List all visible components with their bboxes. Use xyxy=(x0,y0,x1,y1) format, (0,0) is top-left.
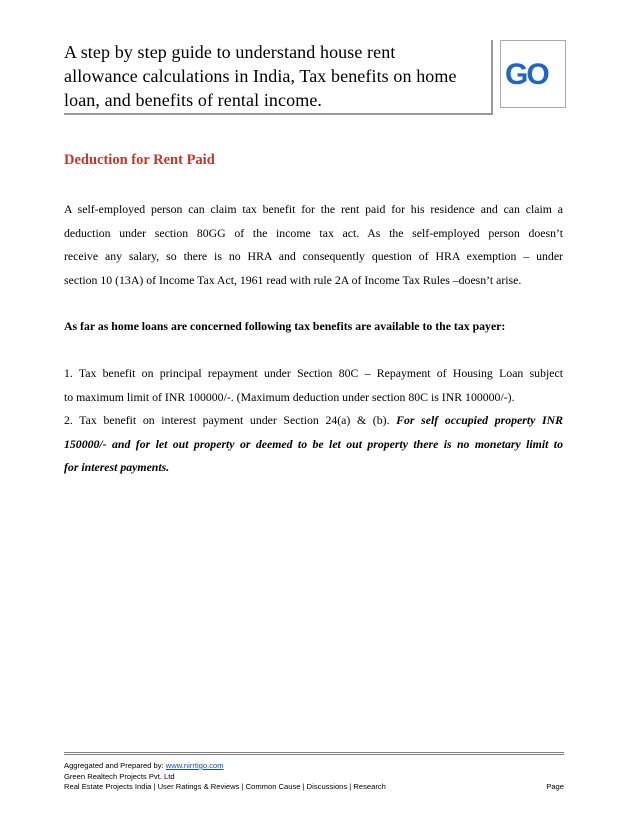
footer-tagline: Real Estate Projects India | User Ratings & Reviews | Common Cause | Discussions | Research xyxy=(64,782,386,792)
emphasis-text: For self occupied property INR xyxy=(396,413,563,428)
title-line: A step by step guide to understand house rent xyxy=(64,42,396,62)
para-line: A self-employed person can claim tax benefit for the rent paid for his residence and can claim a xyxy=(64,202,563,216)
emphasis-line: 150000/- and for let out property or deemed to be let out property there is no monetary limit to xyxy=(64,436,563,451)
page-footer xyxy=(64,761,564,793)
footer-company: Green Realtech Projects Pvt. Ltd xyxy=(64,771,175,781)
paragraph-tax-benefits xyxy=(64,362,563,480)
para-line: receive any salary, so there is no HRA and consequently question of HRA exemption – under xyxy=(64,249,563,264)
emphasis-line: for interest payments. xyxy=(64,460,170,475)
para-line: deduction under section 80GG of the income tax act. As the self-employed person doesn’t xyxy=(64,225,563,240)
header-horizontal-rule xyxy=(64,113,493,115)
paragraph-home-loans-intro xyxy=(64,315,563,339)
paragraph-self-employed xyxy=(64,198,563,292)
section-heading: Deduction for Rent Paid xyxy=(64,152,215,168)
footer-prepared-label: Aggregated and Prepared by: xyxy=(64,761,166,770)
document-title xyxy=(64,40,484,112)
para-line: to maximum limit of INR 100000/-. (Maximum deduction under section 80C is INR 100000/-). xyxy=(64,389,515,404)
header-vertical-rule xyxy=(491,40,493,114)
go-logo xyxy=(500,40,570,112)
title-line: allowance calculations in India, Tax benefits on home xyxy=(64,66,457,86)
footer-prepared-line xyxy=(64,761,564,772)
para-line: As far as home loans are concerned following tax benefits are available to the tax payer: xyxy=(64,319,506,333)
plain-text: 2. Tax benefit on interest payment under Section 24(a) & (b). xyxy=(64,413,397,428)
title-line: loan, and benefits of rental income. xyxy=(64,90,323,110)
footer-website-link[interactable]: www.nirrtigo.com xyxy=(165,761,224,770)
para-line: 1. Tax benefit on principal repayment under Section 80C – Repayment of Housing Loan subject xyxy=(64,366,563,380)
footer-page-label: Page xyxy=(546,782,564,792)
logo-text: GO xyxy=(505,58,548,91)
para-line xyxy=(64,409,563,433)
footer-rule xyxy=(64,754,564,755)
para-line: section 10 (13A) of Income Tax Act, 1961 read with rule 2A of Income Tax Rules –doesn’t arise. xyxy=(64,272,522,287)
footer-rule xyxy=(64,752,564,753)
